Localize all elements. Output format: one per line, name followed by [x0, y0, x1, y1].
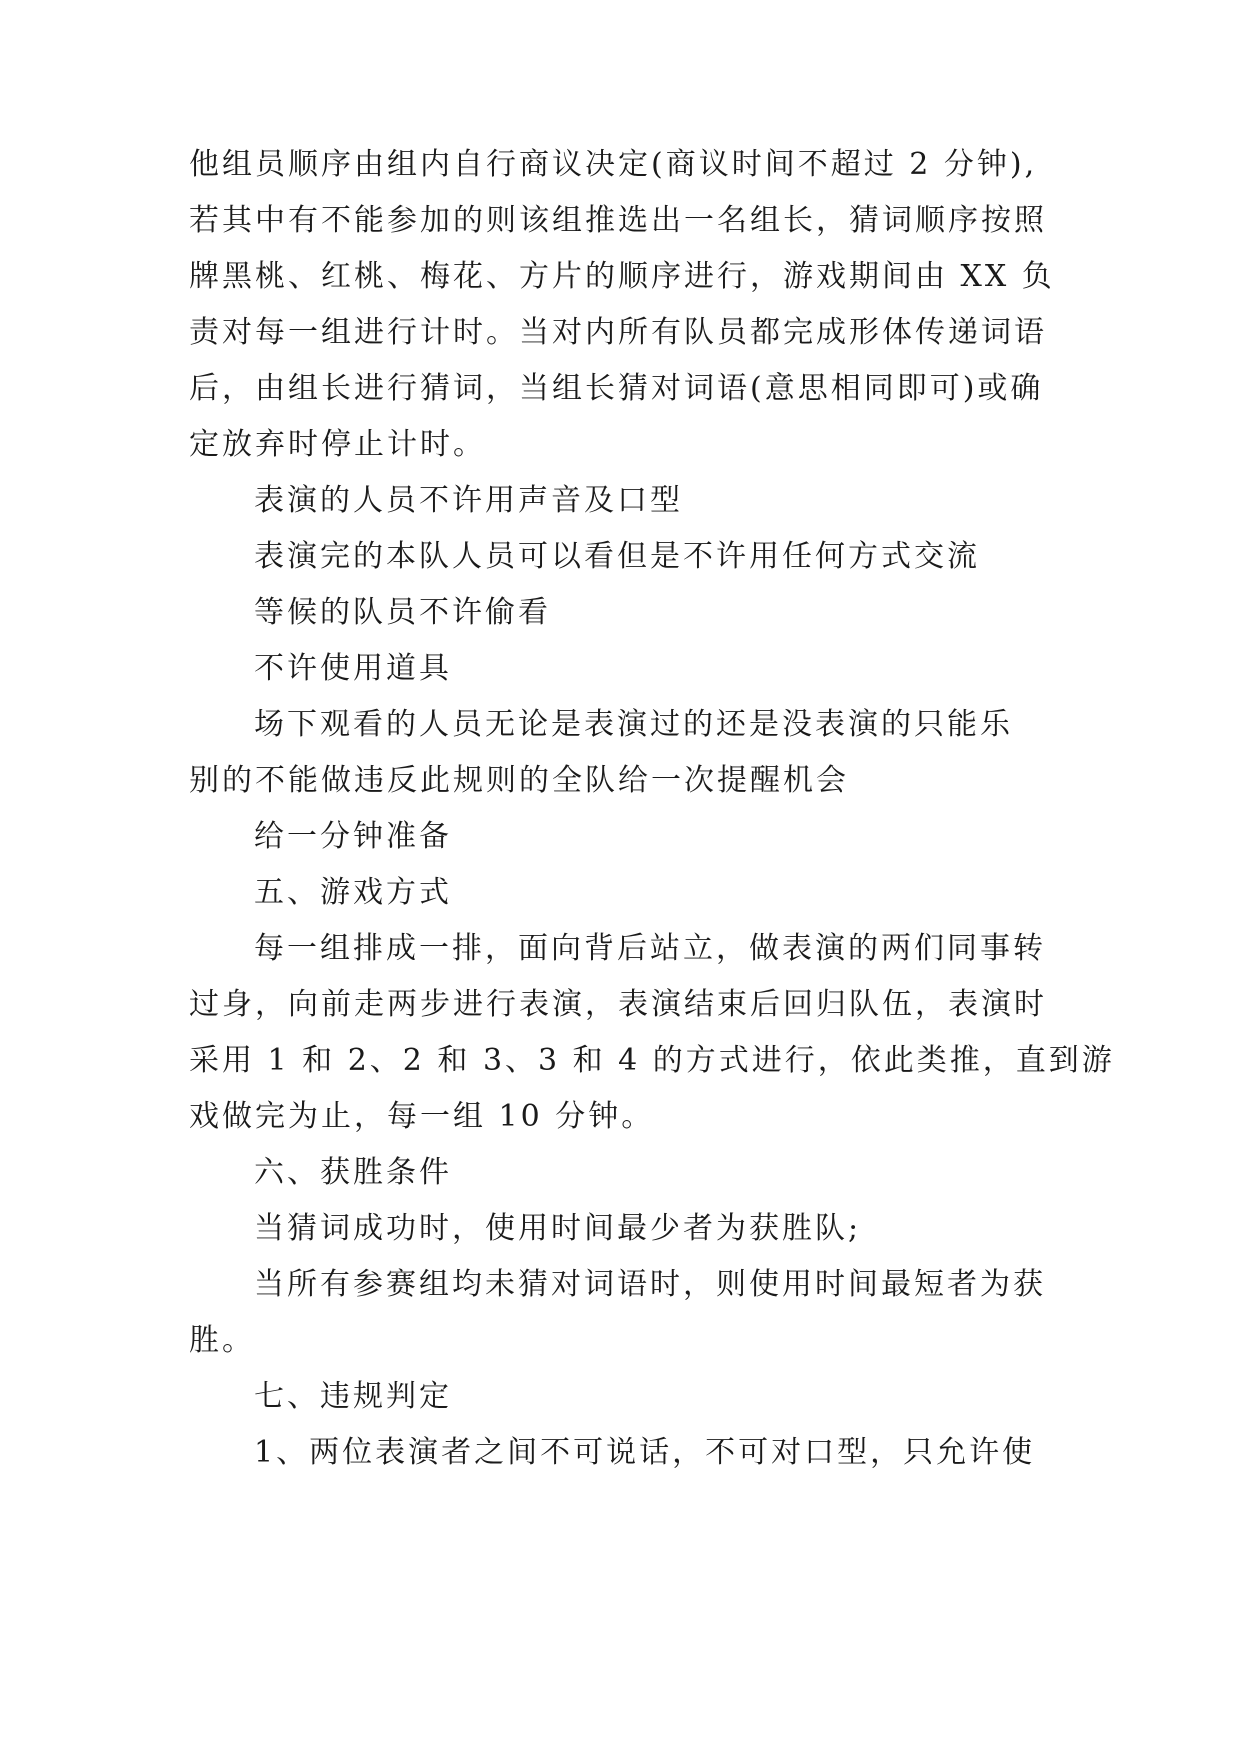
text-line: 给一分钟准备	[254, 819, 452, 854]
text-line: 不许使用道具	[254, 651, 452, 686]
section-heading: 六、获胜条件	[254, 1155, 452, 1190]
text-line: 当猜词成功时，使用时间最少者为获胜队;	[254, 1211, 862, 1246]
text-line: 定放弃时停止计时。	[189, 427, 486, 462]
text-line: 过身，向前走两步进行表演，表演结束后回归队伍，表演时	[189, 987, 1047, 1022]
section-heading: 七、违规判定	[254, 1379, 452, 1414]
section-heading: 五、游戏方式	[254, 875, 452, 910]
text-line: 牌黑桃、红桃、梅花、方片的顺序进行，游戏期间由 XX 负	[189, 259, 1055, 294]
text-line: 表演的人员不许用声音及口型	[254, 483, 683, 518]
text-line: 采用 1 和 2、2 和 3、3 和 4 的方式进行，依此类推，直到游	[189, 1043, 1115, 1078]
text-line: 当所有参赛组均未猜对词语时，则使用时间最短者为获	[254, 1267, 1046, 1302]
text-line: 1、两位表演者之间不可说话，不可对口型，只允许使	[254, 1435, 1036, 1470]
text-line: 表演完的本队人员可以看但是不许用任何方式交流	[254, 539, 980, 574]
text-line: 责对每一组进行计时。当对内所有队员都完成形体传递词语	[189, 315, 1047, 350]
text-line: 等候的队员不许偷看	[254, 595, 551, 630]
text-line: 后，由组长进行猜词，当组长猜对词语(意思相同即可)或确	[189, 371, 1044, 406]
text-line: 别的不能做违反此规则的全队给一次提醒机会	[189, 763, 849, 798]
text-line: 每一组排成一排，面向背后站立，做表演的两们同事转	[254, 931, 1046, 966]
text-line: 胜。	[189, 1323, 255, 1358]
text-line: 戏做完为止，每一组 10 分钟。	[189, 1099, 655, 1134]
text-line: 若其中有不能参加的则该组推选出一名组长，猜词顺序按照	[189, 203, 1047, 238]
text-line: 场下观看的人员无论是表演过的还是没表演的只能乐	[254, 707, 1013, 742]
text-line: 他组员顺序由组内自行商议决定(商议时间不超过 2 分钟),	[189, 147, 1038, 182]
